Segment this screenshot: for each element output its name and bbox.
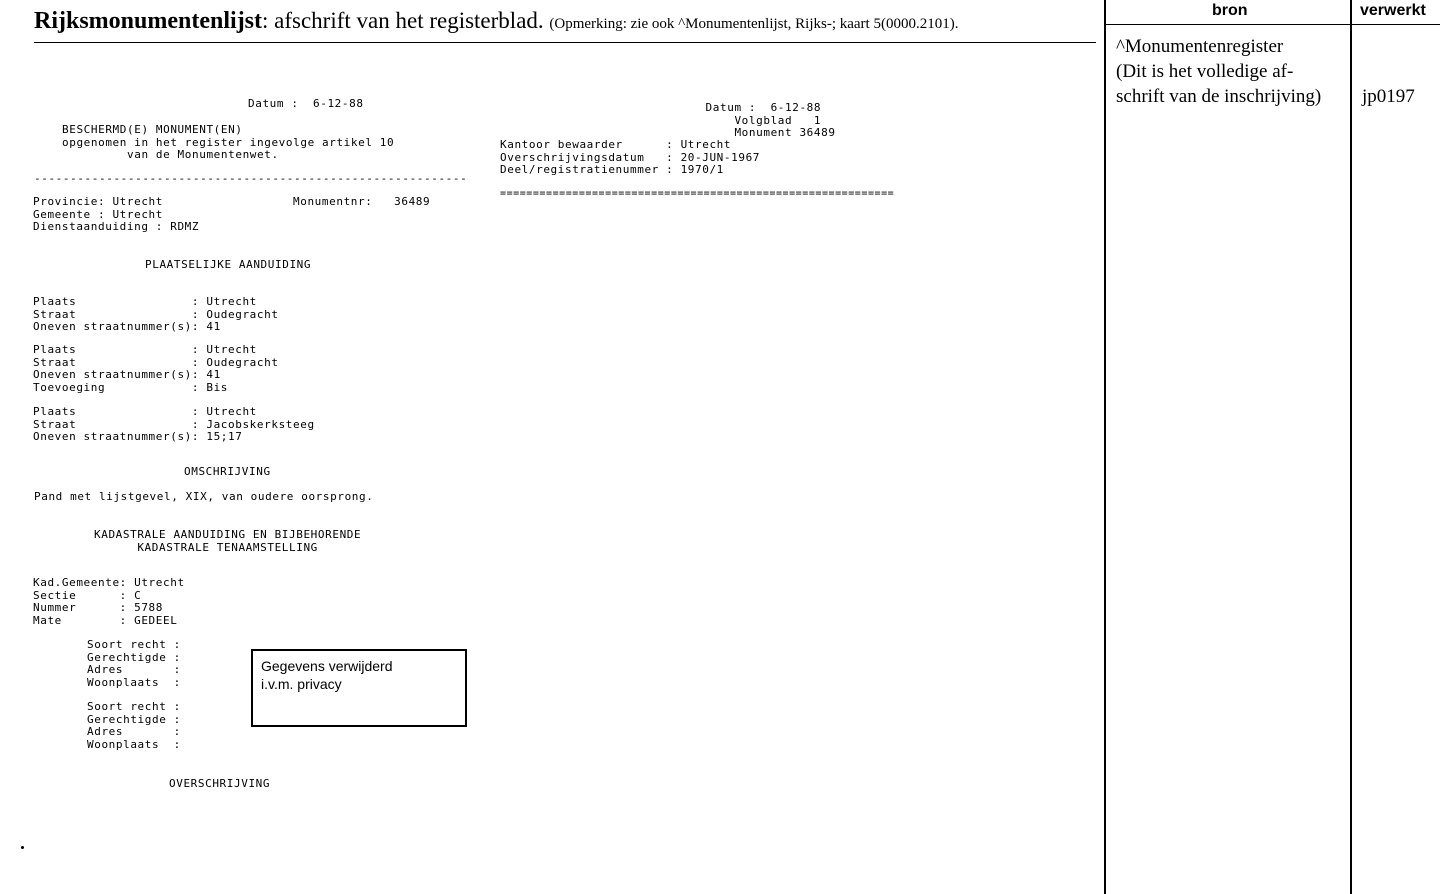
title-note: (Opmerking: zie ook ^Monumentenlijst, Rijks-; kaart 5(0000.2101). [549, 16, 959, 32]
address-block-1: Plaats : Utrecht Straat : Oudegracht Oneven straatnummer(s): 41 [33, 295, 279, 333]
register-right-datum: Datum : 6-12-88 Volgblad 1 Monument 36489 [705, 101, 836, 139]
register-heading: BESCHERMD(E) MONUMENT(EN) opgenomen in het register ingevolge artikel 10 van de Monumentenwet. [62, 123, 395, 161]
column-header-rule [1104, 24, 1440, 25]
scan-speck [21, 846, 24, 849]
page-title [34, 8, 1098, 35]
section-plaatselijk: PLAATSELIJKE AANDUIDING [145, 258, 312, 271]
column-header-bron: bron [1212, 2, 1248, 19]
register-rule-right: ============================================================ [500, 188, 895, 199]
title-rule [34, 42, 1096, 43]
verwerkt-text: jp0197 [1362, 86, 1415, 107]
kantoor-block: Kantoor bewaarder : Utrecht Overschrijvingsdatum : 20-JUN-1967 Deel/registratienummer : 1970/1 [500, 138, 761, 176]
column-divider-bron [1104, 0, 1106, 894]
title-bold: Rijksmonumentenlijst [34, 8, 263, 34]
omschrijving-text: Pand met lijstgevel, XIX, van oudere oorsprong. [34, 490, 374, 503]
section-overschrijving: OVERSCHRIJVING [169, 777, 271, 790]
register-rule-left: ------------------------------------------------------------ [34, 172, 468, 185]
privacy-text: Gegevens verwijderd i.v.m. privacy [261, 658, 393, 692]
column-divider-verwerkt [1350, 0, 1352, 894]
register-datum: Datum : 6-12-88 [248, 97, 364, 110]
address-block-2: Plaats : Utrecht Straat : Oudegracht Oneven straatnummer(s): 41 Toevoeging : Bis [33, 343, 279, 394]
section-omschrijving: OMSCHRIJVING [184, 465, 271, 478]
provincie-block: Provincie: Utrecht Monumentnr: 36489 Gemeente : Utrecht Dienstaanduiding : RDMZ [33, 195, 431, 233]
privacy-box [251, 649, 467, 727]
recht-block-2: Soort recht : Gerechtigde : Adres : Woonplaats : [87, 700, 181, 751]
kadaster-block: Kad.Gemeente: Utrecht Sectie : C Nummer : 5788 Mate : GEDEEL [33, 576, 185, 627]
title-rest: : afschrift van het registerblad. [262, 8, 544, 33]
section-kadastraal: KADASTRALE AANDUIDING EN BIJBEHORENDE KADASTRALE TENAAMSTELLING [94, 528, 362, 554]
recht-block-1: Soort recht : Gerechtigde : Adres : Woonplaats : [87, 638, 181, 689]
column-header-verwerkt: verwerkt [1360, 2, 1426, 19]
address-block-3: Plaats : Utrecht Straat : Jacobskerksteeg Oneven straatnummer(s): 15;17 [33, 405, 315, 443]
bron-text: ^Monumentenregister (Dit is het volledige af- schrift van de inschrijving) [1116, 36, 1322, 107]
